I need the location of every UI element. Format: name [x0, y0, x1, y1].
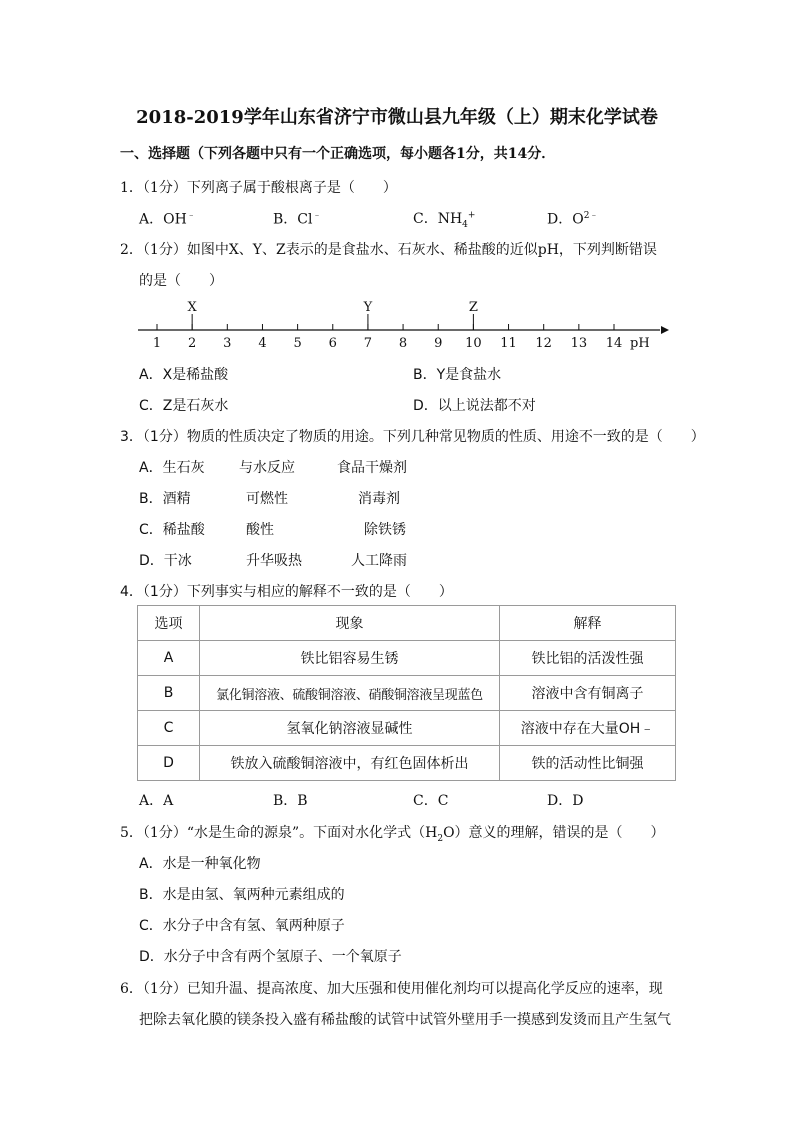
q6-stem: 6．（1分）已知升温、提高浓度、加大压强和使用催化剂均可以提高化学反应的速率，现: [120, 981, 663, 997]
q4-option-b[interactable]: B．B: [273, 793, 308, 809]
ph-tick-label: 1: [152, 336, 162, 351]
ph-axis-arrow-icon: [661, 326, 669, 334]
q3-d-property: 升华吸热: [246, 553, 302, 569]
q3-option-a[interactable]: A．生石灰: [139, 460, 205, 476]
q5-option-c[interactable]: C．水分子中含有氢、氧两种原子: [139, 918, 345, 934]
q5-option-d[interactable]: D．水分子中含有两个氢原子、一个氧原子: [139, 949, 402, 965]
ph-axis-unit: pH: [630, 336, 650, 351]
q5-stem: 5．（1分）“水是生命的源泉”。下面对水化学式$(H_2O)$意义的理解，错误的是（ ）: [120, 825, 665, 844]
q3-d-use: 人工降雨: [351, 553, 407, 569]
table-row: [138, 676, 676, 711]
ph-tick-label: 8: [398, 336, 408, 351]
page-title: 2018-2019学年山东省济宁市微山县九年级（上）期末化学试卷: [136, 107, 658, 128]
q5-option-a[interactable]: A．水是一种氧化物: [139, 856, 261, 872]
ph-axis-figure: [120, 298, 680, 354]
ph-tick-label: 13: [570, 336, 588, 351]
ph-tick-label: 7: [363, 336, 373, 351]
ph-marker-label: Z: [468, 300, 478, 315]
table-cell-phenomenon: 氯化铜溶液、硫酸铜溶液、硝酸铜溶液呈现蓝色: [200, 676, 500, 711]
table-cell-phenomenon: 氢氧化钠溶液显碱性: [200, 711, 500, 746]
table-cell-option: B: [138, 676, 200, 711]
ph-marker-label: Y: [363, 300, 373, 315]
q4-option-a[interactable]: A．A: [139, 793, 174, 809]
table-cell-explanation: 溶液中含有铜离子: [500, 676, 676, 711]
ph-tick-label: 10: [465, 336, 482, 351]
ph-tick-label: 3: [223, 336, 232, 351]
q3-b-use: 消毒剂: [358, 491, 400, 507]
q4-table: [137, 605, 676, 781]
q1-option-a[interactable]: A．OH﹣: [139, 211, 196, 228]
table-header: 解释: [500, 606, 676, 641]
q4-stem: 4．（1分）下列事实与相应的解释不一致的是（ ）: [120, 584, 453, 600]
q4-option-d[interactable]: D．D: [547, 793, 584, 809]
table-row: [138, 746, 676, 781]
q3-option-d[interactable]: D．干冰: [139, 553, 192, 569]
table-row: [138, 711, 676, 746]
q2-stem-cont: 的是（ ）: [139, 273, 223, 289]
q3-a-property: 与水反应: [239, 460, 295, 476]
q3-b-property: 可燃性: [246, 491, 288, 507]
ph-tick-label: 9: [434, 336, 443, 351]
ph-tick-label: 4: [258, 336, 267, 351]
ph-tick-label: 6: [328, 336, 337, 351]
q2-option-c[interactable]: C．Z是石灰水: [139, 398, 229, 414]
table-cell-phenomenon: 铁比铝容易生锈: [200, 641, 500, 676]
q3-a-use: 食品干燥剂: [337, 460, 407, 476]
q2-stem: 2．（1分）如图中X、Y、Z表示的是食盐水、石灰水、稀盐酸的近似pH，下列判断错误: [120, 242, 657, 258]
q1-option-b[interactable]: B．Cl﹣: [273, 211, 322, 228]
table-cell-phenomenon: 铁放入硫酸铜溶液中，有红色固体析出: [200, 746, 500, 781]
q1-option-c[interactable]: C．$NH_4^+$: [413, 210, 476, 230]
q4-option-c[interactable]: C．C: [413, 793, 449, 809]
table-header: 选项: [138, 606, 200, 641]
table-cell-option: A: [138, 641, 200, 676]
q2-option-b[interactable]: B．Y是食盐水: [413, 367, 502, 383]
ph-tick-label: 5: [293, 336, 302, 351]
q1-option-d[interactable]: D．$O^{2﹣}$: [547, 211, 599, 228]
table-row: [138, 641, 676, 676]
ph-tick-label: 11: [500, 336, 517, 351]
table-cell-explanation: 溶液中存在大量OH﹣: [500, 711, 676, 746]
q6-stem-cont: 把除去氧化膜的镁条投入盛有稀盐酸的试管中试管外壁用手一摸感到发烫而且产生氢气: [139, 1012, 671, 1028]
table-cell-explanation: 铁比铝的活泼性强: [500, 641, 676, 676]
ph-tick-label: 14: [605, 336, 623, 351]
table-header: 现象: [200, 606, 500, 641]
table-cell-option: D: [138, 746, 200, 781]
table-cell-option: C: [138, 711, 200, 746]
section-heading: 一、选择题（下列各题中只有一个正确选项，每小题各1分，共14分．: [120, 146, 556, 162]
q3-stem: 3．（1分）物质的性质决定了物质的用途。下列几种常见物质的性质、用途不一致的是（ ）: [120, 429, 705, 445]
q1-stem: 1．（1分）下列离子属于酸根离子是（ ）: [120, 180, 397, 196]
ph-tick-label: 12: [535, 336, 552, 351]
q2-option-d[interactable]: D．以上说法都不对: [413, 398, 536, 414]
table-cell-explanation: 铁的活动性比铜强: [500, 746, 676, 781]
q5-option-b[interactable]: B．水是由氢、氧两种元素组成的: [139, 887, 345, 903]
q3-option-c[interactable]: C．稀盐酸: [139, 522, 205, 538]
q2-option-a[interactable]: A．X是稀盐酸: [139, 367, 229, 383]
q3-option-b[interactable]: B．酒精: [139, 491, 191, 507]
table-header-row: [138, 606, 676, 641]
ph-tick-label: 2: [188, 336, 197, 351]
q3-c-property: 酸性: [246, 522, 274, 538]
q3-c-use: 除铁锈: [364, 522, 406, 538]
ph-marker-label: X: [187, 300, 197, 315]
